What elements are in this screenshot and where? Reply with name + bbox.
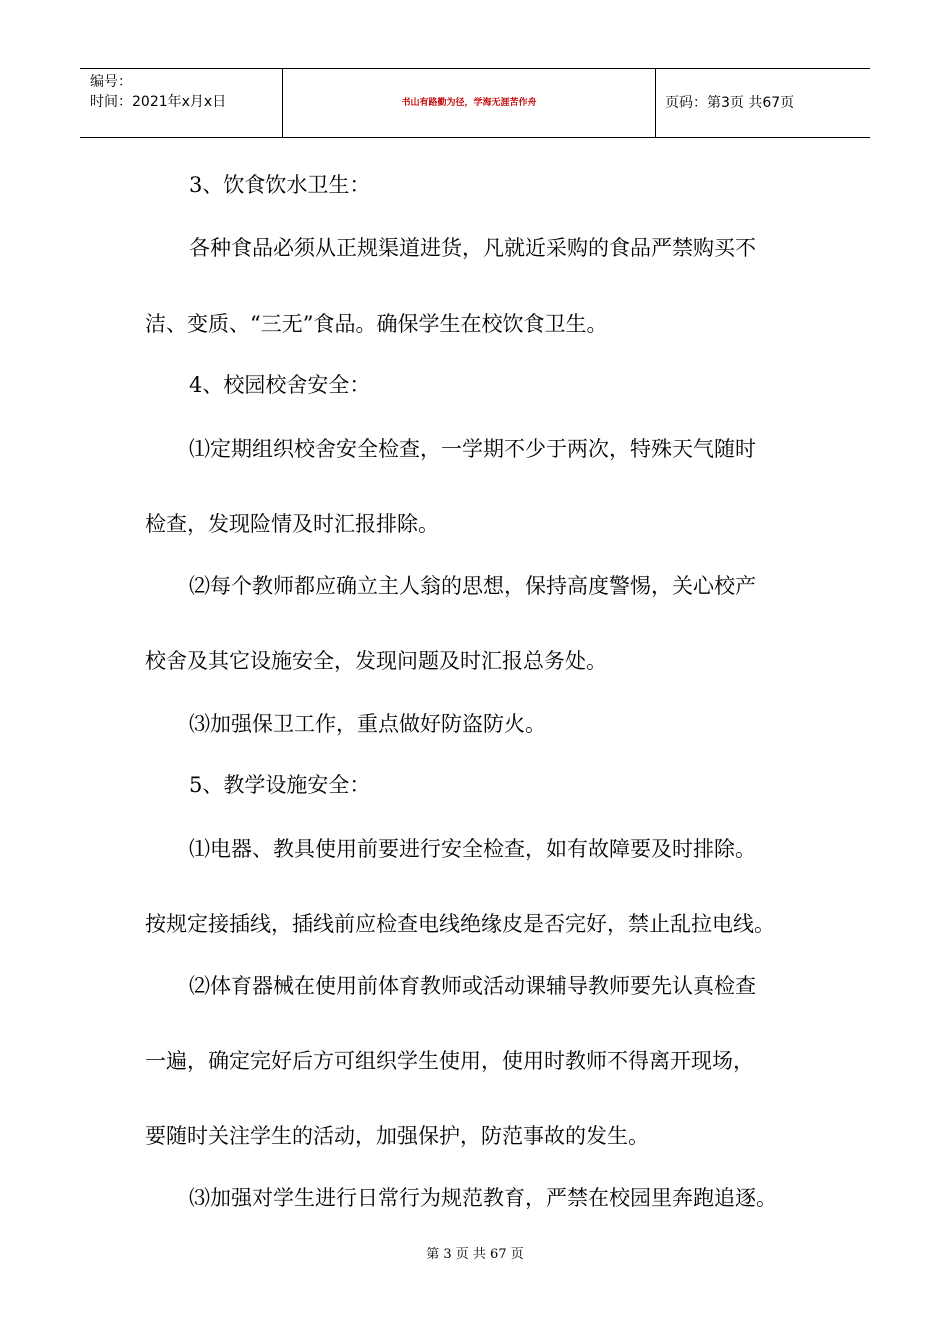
list-item-line: ⑴定期组织校舍安全检查，一学期不少于两次，特殊天气随时 <box>189 437 756 461</box>
list-item-line: ⑵体育器械在使用前体育教师或活动课辅导教师要先认真检查 <box>189 974 756 998</box>
list-item-line: ⑶加强对学生进行日常行为规范教育，严禁在校园里奔跑追逐。 <box>189 1186 777 1210</box>
page-footer: 第 3 页 共 67 页 <box>426 1247 524 1262</box>
time-label: 时间：2021年x月x日 <box>90 94 227 110</box>
paragraph-line: 要随时关注学生的活动，加强保护，防范事故的发生。 <box>145 1124 649 1148</box>
number-label: 编号： <box>90 74 132 90</box>
section-heading: 4、校园校舍安全： <box>189 373 371 397</box>
section-heading: 3、饮食饮水卫生： <box>189 173 371 197</box>
paragraph-line: 检查，发现险情及时汇报排除。 <box>145 512 439 536</box>
header-left-cell <box>80 69 282 137</box>
paragraph-line: 洁、变质、“三无”食品。确保学生在校饮食卫生。 <box>145 312 608 336</box>
list-item-line: ⑶加强保卫工作，重点做好防盗防火。 <box>189 712 546 736</box>
page-header <box>80 68 870 138</box>
page-info: 页码：第3页 共67页 <box>665 95 795 111</box>
header-right-cell <box>655 69 870 137</box>
paragraph-line: 各种食品必须从正规渠道进货，凡就近采购的食品严禁购买不 <box>189 236 756 260</box>
list-item-line: ⑴电器、教具使用前要进行安全检查，如有故障要及时排除。 <box>189 837 756 861</box>
paragraph-line: 一遍，确定完好后方可组织学生使用，使用时教师不得离开现场， <box>145 1049 754 1073</box>
section-heading: 5、教学设施安全： <box>189 773 371 797</box>
header-middle-cell <box>282 69 656 137</box>
list-item-line: ⑵每个教师都应确立主人翁的思想，保持高度警惕，关心校产 <box>189 574 756 598</box>
paragraph-line: 校舍及其它设施安全，发现问题及时汇报总务处。 <box>145 649 607 673</box>
paragraph-line: 按规定接插线，插线前应检查电线绝缘皮是否完好，禁止乱拉电线。 <box>145 912 775 936</box>
motto: 书山有路勤为径，学海无涯苦作舟 <box>401 98 537 108</box>
